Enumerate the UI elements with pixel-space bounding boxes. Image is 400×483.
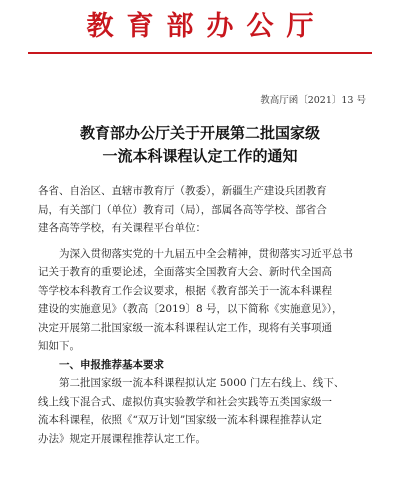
paragraph-line: 决定开展第二批国家级一流本科课程认定工作，现将有关事项通 [38, 321, 332, 334]
paragraph-line: 办法》规定开展课程推荐认定工作。 [38, 432, 206, 445]
paragraph-line: 建设的实施意见》（教高〔2019〕8 号，以下简称《实施意见》）， [38, 303, 343, 315]
paragraph-line: 等学校本科教育工作会议要求，根据《教育部关于一流本科课程 [38, 284, 332, 297]
paragraph-line: 记关于教育的重要论述，全面落实全国教育大会、新时代全国高 [38, 266, 332, 278]
paragraph-intro [38, 245, 364, 356]
document-number: 教高厅函〔2021〕13 号 [260, 95, 366, 106]
section-heading: 一、申报推荐基本要求 [59, 358, 164, 371]
paragraph-requirements [38, 374, 364, 448]
red-divider [28, 52, 372, 54]
org-header: 教育部办公厅 [86, 11, 327, 42]
addressee-line: 各省、自治区、直辖市教育厅（教委），新疆生产建设兵团教育 [38, 185, 327, 197]
title-line-1: 教育部办公厅关于开展第二批国家级 [79, 124, 320, 142]
paragraph-line: 知如下。 [38, 340, 80, 352]
paragraph-line: 线上线下混合式、虚拟仿真实验教学和社会实践等五类国家级一 [38, 395, 332, 408]
paragraph-line: 第二批国家级一流本科课程拟认定 5000 门左右线上、线下、 [59, 377, 345, 389]
addressee [38, 182, 364, 238]
title-line-2: 一流本科课程认定工作的通知 [102, 147, 298, 165]
addressee-line: 局，有关部门（单位）教育司（局），部属各高等学校、部省合 [38, 203, 327, 216]
paragraph-line: 为深入贯彻落实党的十九届五中全会精神，贯彻落实习近平总书 [59, 247, 353, 260]
document-body [38, 182, 364, 448]
document-title [0, 122, 400, 168]
paragraph-line: 流本科课程，依照《“双万计划”国家级一流本科课程推荐认定 [38, 414, 322, 426]
addressee-line: 建各高等学校，有关课程平台单位： [38, 222, 206, 234]
